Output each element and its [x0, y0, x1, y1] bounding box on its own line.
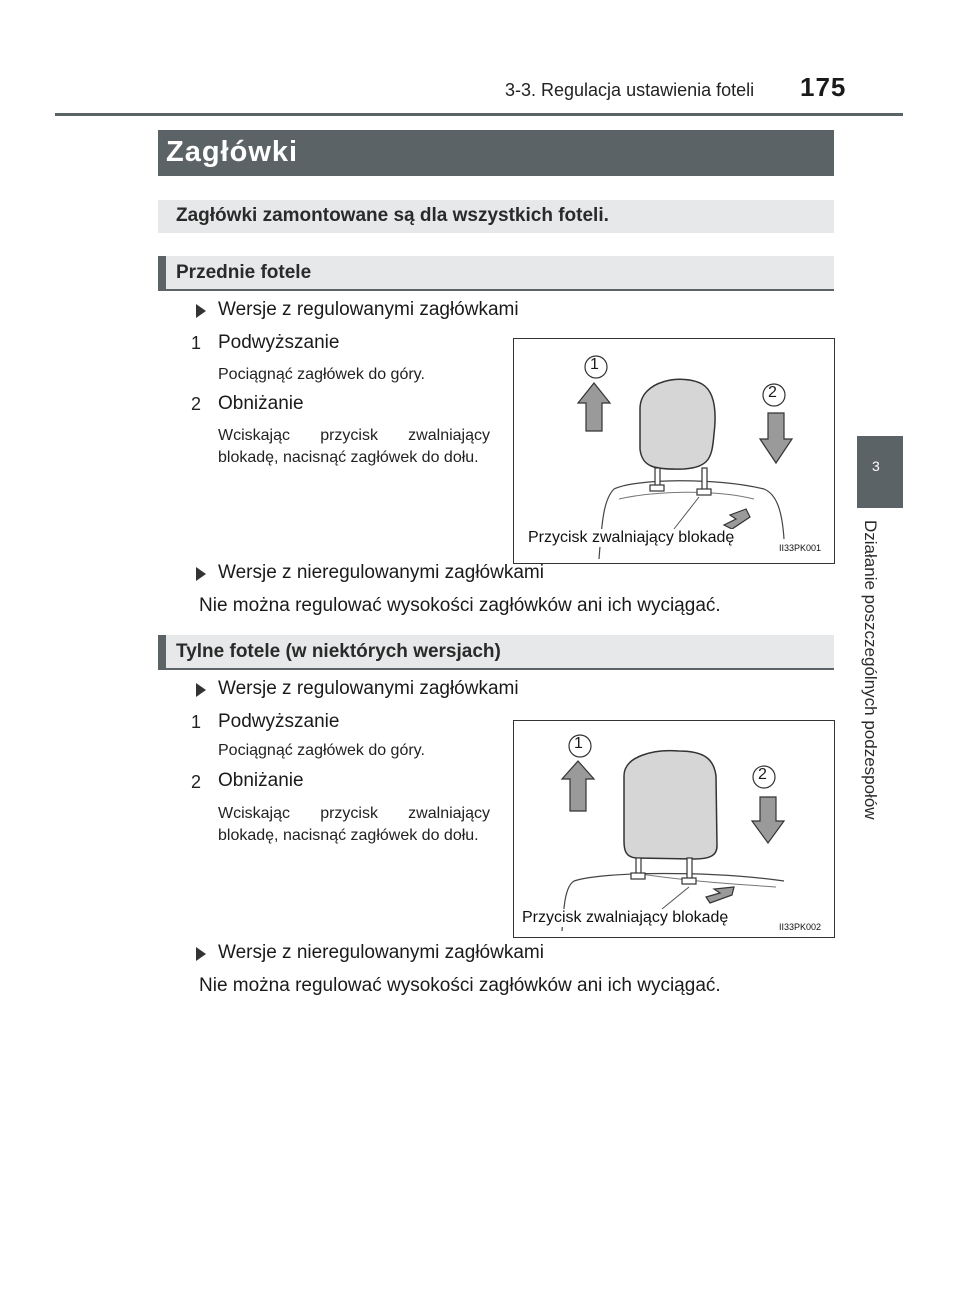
item-number-1-rear: 1	[191, 712, 202, 732]
item-label-lower-front: Obniżanie	[218, 393, 304, 414]
running-header-section: 3-3. Regulacja ustawienia foteli	[505, 80, 755, 100]
callout-1-rear: 1	[574, 735, 583, 752]
bullet-triangle-icon	[196, 304, 206, 318]
bullet-triangle-icon	[196, 683, 206, 697]
nonadjustable-title-rear: Wersje z nieregulowanymi zagłówkami	[218, 942, 544, 963]
page-number: 175	[800, 72, 847, 102]
item-number-1-front: 1	[191, 333, 202, 353]
item-label-lower-rear: Obniżanie	[218, 770, 304, 791]
header-rule	[55, 113, 903, 116]
adjustable-title-rear: Wersje z regulowanymi zagłówkami	[218, 678, 519, 699]
item-desc-raise-front: Pociągnąć zagłówek do góry.	[218, 366, 425, 383]
adjustable-title-front: Wersje z regulowanymi zagłówkami	[218, 299, 519, 320]
nonadjustable-text-rear: Nie można regulować wysokości zagłówków ani ich wyciągać.	[199, 975, 721, 996]
figure-caption-front: Przycisk zwalniający blokadę	[528, 529, 735, 546]
figure-id-rear: II33PK002	[779, 922, 822, 932]
nonadjustable-text-front: Nie można regulować wysokości zagłówków ani ich wyciągać.	[199, 595, 721, 616]
item-desc-lower-rear: Wciskając przycisk zwalniający blokadę, nacisnąć zagłówek do dołu.	[218, 805, 490, 844]
item-number-2-rear: 2	[191, 772, 202, 792]
item-desc-raise-rear: Pociągnąć zagłówek do góry.	[218, 742, 425, 759]
figure-caption-rear: Przycisk zwalniający blokadę	[522, 909, 729, 926]
section-heading-rear: Tylne fotele (w niektórych wersjach)	[176, 641, 501, 662]
item-desc-lower-front: Wciskając przycisk zwalniający blokadę, nacisnąć zagłówek do dołu.	[218, 427, 490, 466]
page-title: Zagłówki	[166, 136, 299, 168]
figure-id-front: II33PK001	[779, 543, 822, 553]
bullet-triangle-icon	[196, 947, 206, 961]
item-label-raise-rear: Podwyższanie	[218, 711, 340, 732]
item-label-raise-front: Podwyższanie	[218, 332, 340, 353]
figure-front-headrest	[513, 338, 835, 564]
section-heading-front: Przednie fotele	[176, 262, 312, 283]
chapter-tab	[857, 436, 903, 508]
nonadjustable-title-front: Wersje z nieregulowanymi zagłówkami	[218, 562, 544, 583]
figure-rear-headrest	[513, 720, 835, 938]
callout-2-front: 2	[768, 384, 777, 401]
intro-text: Zagłówki zamontowane są dla wszystkich foteli.	[176, 205, 609, 226]
chapter-tab-number: 3	[872, 458, 880, 474]
bullet-triangle-icon	[196, 567, 206, 581]
callout-1-front: 1	[590, 356, 599, 373]
headrest-illustration-rear	[514, 721, 834, 937]
item-number-2-front: 2	[191, 394, 202, 414]
callout-2-rear: 2	[758, 766, 767, 783]
chapter-tab-label: Działanie poszczególnych podzespołów	[861, 520, 880, 820]
